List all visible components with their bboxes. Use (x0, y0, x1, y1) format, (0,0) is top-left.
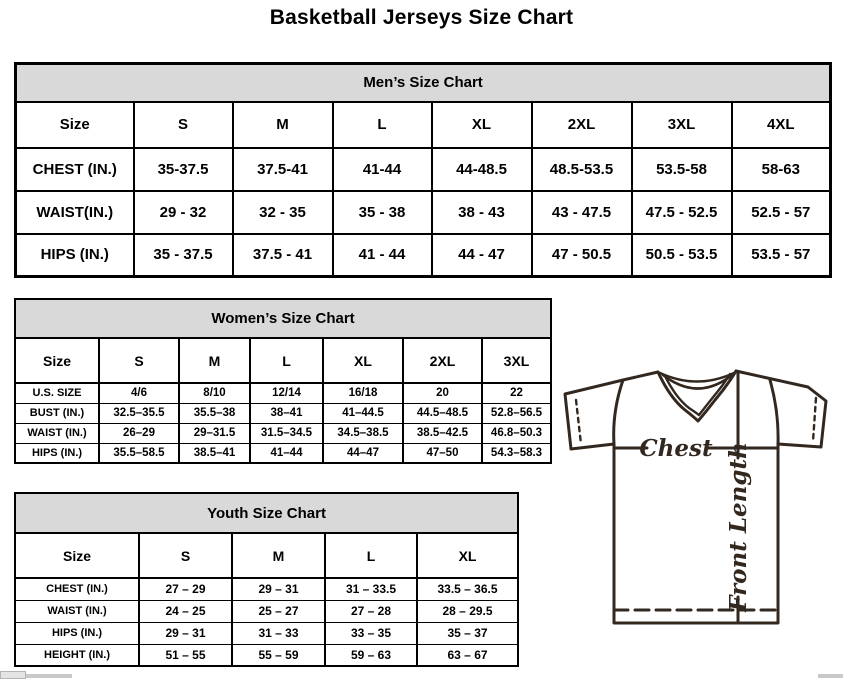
youth-chart-title: Youth Size Chart (15, 493, 518, 533)
table-cell: 41-44 (333, 148, 432, 191)
column-header: L (325, 533, 417, 578)
table-row (16, 191, 831, 234)
table-cell: 33 – 35 (325, 622, 417, 644)
table-cell: 29–31.5 (179, 423, 250, 443)
table-cell: 12/14 (250, 383, 323, 403)
mens-chart-title: Men’s Size Chart (16, 64, 831, 102)
table-cell: 24 – 25 (139, 600, 232, 622)
table-cell: 38.5–41 (179, 443, 250, 463)
table-cell: 47 - 50.5 (532, 234, 632, 277)
table-row (15, 383, 551, 403)
table-cell: 41–44.5 (323, 403, 403, 423)
table-cell: 48.5-53.5 (532, 148, 632, 191)
table-row (15, 423, 551, 443)
table-cell: 53.5 - 57 (732, 234, 831, 277)
table-cell: 35.5–38 (179, 403, 250, 423)
row-label: CHEST (IN.) (16, 148, 134, 191)
row-label: HEIGHT (IN.) (15, 644, 139, 666)
column-header: 4XL (732, 102, 831, 148)
table-row (15, 578, 518, 600)
table-cell: 35 - 37.5 (134, 234, 233, 277)
table-row (15, 403, 551, 423)
column-header: Size (16, 102, 134, 148)
table-cell: 29 – 31 (232, 578, 325, 600)
row-label: HIPS (IN.) (15, 622, 139, 644)
table-cell: 29 – 31 (139, 622, 232, 644)
table-row (15, 299, 551, 338)
table-cell: 38 - 43 (432, 191, 532, 234)
row-label: WAIST(IN.) (16, 191, 134, 234)
table-cell: 58-63 (732, 148, 831, 191)
column-header: S (134, 102, 233, 148)
column-header: L (250, 338, 323, 383)
table-cell: 28 – 29.5 (417, 600, 518, 622)
table-cell: 20 (403, 383, 482, 403)
table-cell: 41–44 (250, 443, 323, 463)
table-cell: 22 (482, 383, 551, 403)
table-cell: 31 – 33.5 (325, 578, 417, 600)
table-cell: 29 - 32 (134, 191, 233, 234)
table-row (16, 148, 831, 191)
column-header: S (139, 533, 232, 578)
chest-label: Chest (639, 435, 713, 462)
table-cell: 31 – 33 (232, 622, 325, 644)
column-header: 3XL (482, 338, 551, 383)
row-label: HIPS (IN.) (15, 443, 99, 463)
scrollbar-left-button[interactable] (0, 671, 26, 679)
column-header: XL (323, 338, 403, 383)
table-row (15, 338, 551, 383)
column-header: M (232, 533, 325, 578)
table-cell: 44-48.5 (432, 148, 532, 191)
table-cell: 53.5-58 (632, 148, 732, 191)
table-cell: 44 - 47 (432, 234, 532, 277)
table-cell: 4/6 (99, 383, 179, 403)
table-cell: 35 - 38 (333, 191, 432, 234)
jersey-cuff-dash-right (813, 398, 816, 441)
column-header: 2XL (532, 102, 632, 148)
column-header: M (179, 338, 250, 383)
table-cell: 16/18 (323, 383, 403, 403)
table-cell: 38.5–42.5 (403, 423, 482, 443)
column-header: XL (432, 102, 532, 148)
table-cell: 59 – 63 (325, 644, 417, 666)
table-cell: 41 - 44 (333, 234, 432, 277)
jersey-sleeve-seam-left (614, 380, 623, 444)
table-row (15, 622, 518, 644)
row-label: CHEST (IN.) (15, 578, 139, 600)
youth-size-chart-table (14, 492, 519, 667)
row-label: HIPS (IN.) (16, 234, 134, 277)
table-cell: 27 – 29 (139, 578, 232, 600)
table-row (15, 644, 518, 666)
column-header: Size (15, 533, 139, 578)
scrollbar-thumb-left-fragment[interactable] (26, 674, 72, 678)
table-cell: 43 - 47.5 (532, 191, 632, 234)
jersey-outline (565, 371, 826, 623)
table-cell: 31.5–34.5 (250, 423, 323, 443)
jersey-measurement-diagram (555, 360, 843, 670)
row-label: BUST (IN.) (15, 403, 99, 423)
jersey-cuff-dash-left (576, 400, 581, 444)
mens-size-chart-table (14, 62, 832, 278)
table-cell: 8/10 (179, 383, 250, 403)
table-cell: 55 – 59 (232, 644, 325, 666)
table-cell: 34.5–38.5 (323, 423, 403, 443)
front-length-label: Front Length (725, 442, 752, 612)
table-cell: 37.5-41 (233, 148, 333, 191)
table-cell: 35.5–58.5 (99, 443, 179, 463)
table-cell: 27 – 28 (325, 600, 417, 622)
table-cell: 51 – 55 (139, 644, 232, 666)
table-cell: 47.5 - 52.5 (632, 191, 732, 234)
table-row (16, 102, 831, 148)
womens-chart-title: Women’s Size Chart (15, 299, 551, 338)
table-cell: 32.5–35.5 (99, 403, 179, 423)
table-row (15, 493, 518, 533)
row-label: WAIST (IN.) (15, 600, 139, 622)
table-cell: 52.5 - 57 (732, 191, 831, 234)
table-cell: 54.3–58.3 (482, 443, 551, 463)
table-cell: 52.8–56.5 (482, 403, 551, 423)
womens-size-chart-table (14, 298, 552, 464)
table-row (15, 443, 551, 463)
column-header: Size (15, 338, 99, 383)
table-row (15, 600, 518, 622)
table-cell: 47–50 (403, 443, 482, 463)
table-row (15, 533, 518, 578)
table-cell: 33.5 – 36.5 (417, 578, 518, 600)
table-row (16, 64, 831, 102)
table-cell: 50.5 - 53.5 (632, 234, 732, 277)
column-header: L (333, 102, 432, 148)
row-label: WAIST (IN.) (15, 423, 99, 443)
table-cell: 32 - 35 (233, 191, 333, 234)
table-cell: 35-37.5 (134, 148, 233, 191)
column-header: M (233, 102, 333, 148)
table-cell: 46.8–50.3 (482, 423, 551, 443)
jersey-sleeve-seam-right (770, 380, 778, 444)
column-header: XL (417, 533, 518, 578)
table-cell: 63 – 67 (417, 644, 518, 666)
table-cell: 26–29 (99, 423, 179, 443)
table-cell: 44–47 (323, 443, 403, 463)
table-cell: 44.5–48.5 (403, 403, 482, 423)
column-header: 2XL (403, 338, 482, 383)
page-title: Basketball Jerseys Size Chart (269, 6, 574, 29)
table-cell: 35 – 37 (417, 622, 518, 644)
scrollbar-right-fragment[interactable] (818, 674, 843, 678)
table-cell: 37.5 - 41 (233, 234, 333, 277)
row-label: U.S. SIZE (15, 383, 99, 403)
table-cell: 25 – 27 (232, 600, 325, 622)
column-header: 3XL (632, 102, 732, 148)
table-cell: 38–41 (250, 403, 323, 423)
table-row (16, 234, 831, 277)
column-header: S (99, 338, 179, 383)
